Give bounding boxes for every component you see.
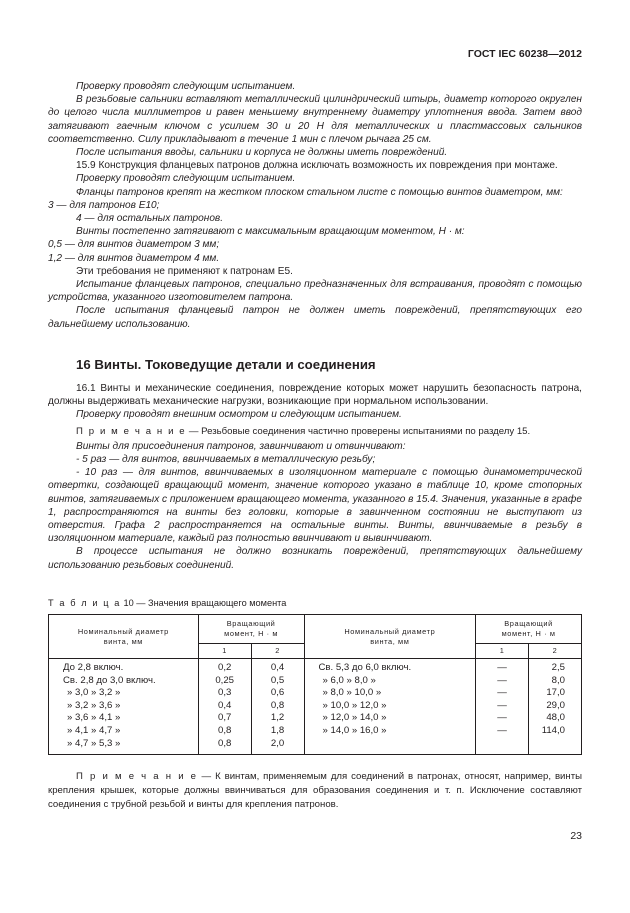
- paragraph: Проверку проводят следующим испытанием.: [76, 81, 296, 92]
- paragraph: Эти требования не применяют к патронам Е5.: [76, 265, 293, 277]
- table-cell: —: [497, 724, 507, 736]
- paragraph: Фланцы патронов крепят на жестком плоском стальном листе с помощью винтов диаметром, мм:: [76, 186, 563, 198]
- paragraph: - 10 раз — для винтов, ввинчиваемых в изоляционном материале с помощью динамометрической отвертки, создающей вращающий момент, значение которого указано в таблице 10, кроме стопорных винтов, затягиваемых с приложением вращающего момента, указанного в 15.4. Значения, указанные в графе 1, распространяются на винты без головки, которые в завинченном состоянии не выступают из отверстия. Графа 2 распространяется на остальные винты. Винты, ввинчиваемые в резьбу в изоляционном материале, каждый раз полностью ввинчивают и вывинчивают.: [48, 467, 582, 545]
- table-cell: » 12,0 » 14,0 »: [322, 712, 387, 724]
- header-col-2-right: 2: [528, 644, 581, 659]
- header-diameter-right: Номинальный диаметр винта, мм: [304, 615, 476, 659]
- paragraph: 15.9 Конструкция фланцевых патронов должна исключать возможность их повреждения при монтаже.: [76, 160, 558, 172]
- top-text-block: [48, 80, 582, 331]
- caption-label: Т а б л и ц а: [48, 598, 121, 608]
- paragraph: В процессе испытания не должно возникать повреждений, препятствующих дальнейшему использованию резьбовых соединений.: [48, 546, 582, 571]
- table-cell: 0,4: [270, 662, 285, 673]
- list-line: 0,5 — для винтов диаметром 3 мм;: [48, 239, 220, 251]
- paragraph: - 5 раз — для винтов, ввинчиваемых в металлическую резьбу;: [76, 454, 376, 466]
- paragraph: Испытание фланцевых патронов, специально предназначенных для встраивания, проводят с помощью устройства, указанного изготовителем патрона.: [48, 279, 582, 304]
- table-cell: Св. 5,3 до 6,0 включ.: [318, 662, 412, 673]
- list-line: 1,2 — для винтов диаметром 4 мм.: [48, 252, 220, 264]
- table-cell: 0,25: [215, 674, 234, 686]
- table-cell: » 14,0 » 16,0 »: [322, 724, 387, 736]
- table-body-row: [49, 659, 582, 755]
- table-cell: 29,0: [546, 699, 565, 711]
- table-cell: 0,6: [270, 687, 285, 699]
- table-cell: » 4,7 » 5,3 »: [67, 737, 121, 749]
- table-cell: 0,3: [217, 687, 232, 699]
- table-cell: 0,8: [217, 724, 232, 736]
- table-caption: [48, 598, 286, 608]
- table-cell: —: [497, 687, 507, 699]
- table-cell: 1,8: [270, 724, 285, 736]
- paragraph: Винты для присоединения патронов, завинчивают и отвинчивают:: [76, 440, 406, 452]
- list-line: 3 — для патронов Е10;: [48, 199, 160, 211]
- paragraph: Винты постепенно затягивают с максимальным вращающим моментом, Н · м:: [76, 226, 465, 238]
- page-number: 23: [570, 830, 582, 842]
- left-col-2: [251, 659, 304, 755]
- right-col-1: [476, 659, 529, 755]
- table-cell: —: [497, 674, 507, 686]
- right-col-2: [528, 659, 581, 755]
- table-cell: 114,0: [541, 724, 565, 736]
- note-text: — Резьбовые соединения частично проверены испытаниями по разделу 15.: [186, 425, 531, 437]
- section-text-block: [48, 382, 582, 572]
- table-cell: 0,5: [270, 674, 285, 686]
- table-cell: 0,7: [217, 712, 232, 724]
- table-cell: —: [497, 662, 507, 673]
- table-cell: 17,0: [546, 687, 565, 699]
- note-1: [48, 425, 582, 438]
- table-cell: » 6,0 » 8,0 »: [322, 674, 376, 686]
- table-cell: 2,0: [270, 737, 285, 749]
- paragraph: 16.1 Винты и механические соединения, повреждение которых может нарушить безопасность патрона, должны выдерживать механические нагрузки, возникающие при нормальном использовании.: [48, 383, 582, 408]
- document-id-header: ГОСТ IEC 60238—2012: [467, 48, 582, 60]
- paragraph: Проверку проводят внешним осмотром и следующим испытанием.: [76, 409, 402, 421]
- list-line: 4 — для остальных патронов.: [76, 213, 224, 225]
- right-diameters: [304, 659, 476, 755]
- table-cell: 0,2: [217, 662, 232, 673]
- left-col-1: [198, 659, 251, 755]
- table-cell: 0,4: [217, 699, 232, 711]
- table-cell: До 2,8 включ.: [63, 662, 124, 673]
- header-col-1-right: 1: [476, 644, 529, 659]
- table-cell: » 3,6 » 4,1 »: [67, 712, 121, 724]
- table-cell: 48,0: [546, 712, 565, 724]
- header-col-2: 2: [251, 644, 304, 659]
- left-diameters: [49, 659, 199, 755]
- table-cell: 1,2: [270, 712, 285, 724]
- table-cell: » 4,1 » 4,7 »: [67, 724, 121, 736]
- paragraph: После испытания вводы, сальники и корпуса не должны иметь повреждений.: [76, 147, 448, 159]
- table-cell: —: [497, 712, 507, 724]
- header-col-1: 1: [198, 644, 251, 659]
- note-2: [48, 770, 582, 813]
- note-label: П р и м е ч а н и е: [76, 425, 187, 437]
- table-cell: 0,8: [270, 699, 285, 711]
- table-cell: 2,5: [551, 662, 565, 673]
- table-cell: 0,8: [217, 737, 232, 749]
- caption-text: 10 — Значения вращающего момента: [120, 598, 287, 608]
- header-torque-right: Вращающий момент, Н · м: [476, 615, 582, 644]
- table-cell: —: [497, 699, 507, 711]
- note-text: — К винтам, применяемым для соединений в патронах, относят, например, винты крепления крышек, которые должны ввинчиваться для образования соединения и т. п. Исключение составляют соединения с трубной резьбой и винты для крепления патронов.: [48, 771, 582, 811]
- torque-table: [48, 614, 582, 755]
- table-cell: 8,0: [551, 674, 565, 686]
- note-label: П р и м е ч а н и е: [76, 771, 198, 782]
- paragraph: Проверку проводят следующим испытанием.: [76, 173, 296, 185]
- table-cell: » 3,2 » 3,6 »: [67, 699, 121, 711]
- table-cell: » 8,0 » 10,0 »: [322, 687, 382, 699]
- paragraph: В резьбовые сальники вставляют металлический цилиндрический штырь, диаметр которого округлен до целого числа миллиметров и равен меньшему внутреннему диаметру уплотнения ввода. Затем ввод затягивают гаечным ключом с усилием 30 и 20 Н для металлических и пластмассовых сальников соответственно. Силу прикладывают в течение 1 мин с плечом рычага 25 см.: [48, 94, 582, 145]
- paragraph: После испытания фланцевый патрон не должен иметь повреждений, препятствующих его дальнейшему использованию.: [48, 305, 582, 330]
- table-cell: » 3,0 » 3,2 »: [67, 687, 121, 699]
- table-cell: Св. 2,8 до 3,0 включ.: [63, 674, 156, 686]
- header-diameter: Номинальный диаметр винта, мм: [49, 615, 199, 659]
- section-heading: 16 Винты. Токоведущие детали и соединения: [76, 357, 376, 372]
- header-torque: Вращающий момент, Н · м: [198, 615, 304, 644]
- table-cell: » 10,0 » 12,0 »: [322, 699, 387, 711]
